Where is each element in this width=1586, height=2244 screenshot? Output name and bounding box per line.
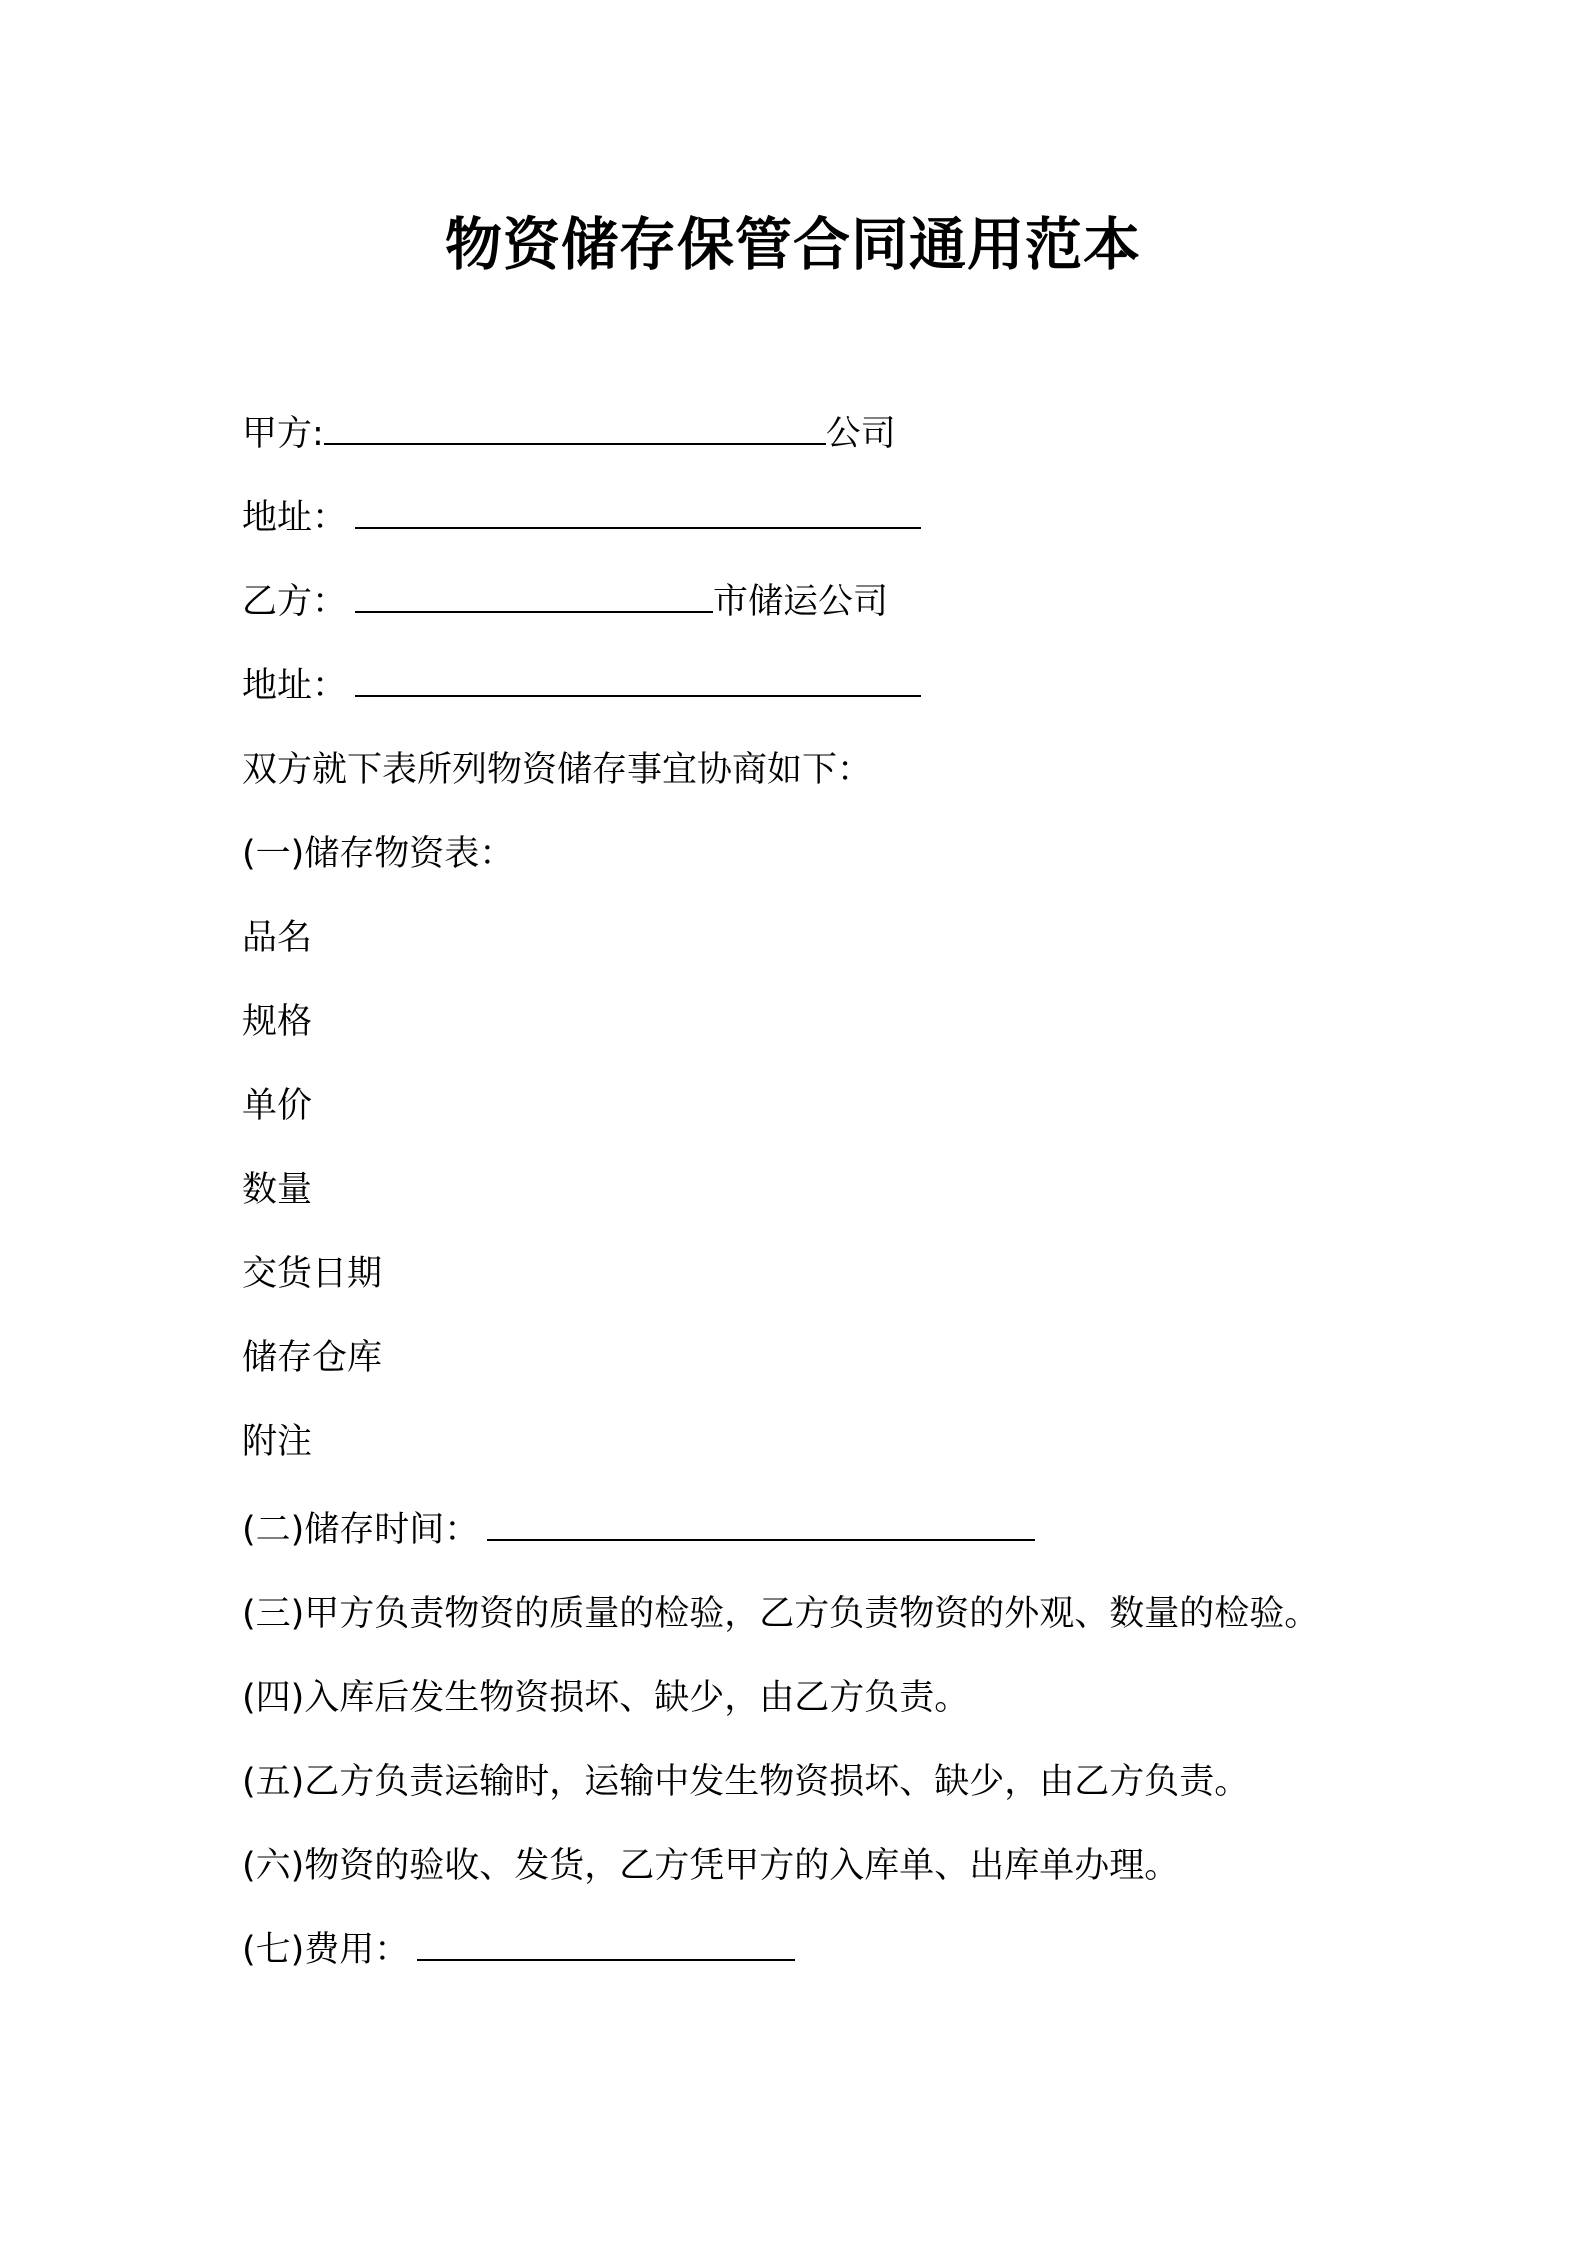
party-b-line	[242, 577, 888, 627]
party-a-suffix: 公司	[825, 414, 896, 454]
address-a-line	[242, 493, 921, 543]
table-field-quantity: 数量	[242, 1170, 313, 1210]
party-a-blank[interactable]	[324, 411, 826, 445]
party-b-suffix: 市储运公司	[713, 582, 889, 622]
storage-time-blank[interactable]	[487, 1507, 1035, 1541]
intro-text: 双方就下表所列物资储存事宜协商如下：	[242, 750, 873, 790]
address-b-line	[242, 661, 921, 711]
section-5-text: (五)乙方负责运输时，运输中发生物资损坏、缺少，由乙方负责。	[242, 1762, 1250, 1802]
section-2-line	[242, 1505, 1035, 1555]
document-title: 物资储存保管合同通用范本	[445, 212, 1141, 278]
table-field-name: 品名	[242, 918, 313, 958]
section-2-label: (二)储存时间：	[242, 1510, 480, 1550]
table-field-delivery-date: 交货日期	[242, 1254, 383, 1294]
party-a-line	[242, 409, 896, 459]
fee-blank[interactable]	[417, 1927, 795, 1961]
section-1-heading: (一)储存物资表：	[242, 834, 515, 874]
party-a-label: 甲方:	[242, 414, 324, 454]
address-a-blank[interactable]	[355, 495, 921, 529]
address-b-blank[interactable]	[355, 663, 921, 697]
table-field-remarks: 附注	[242, 1422, 313, 1462]
section-6-text: (六)物资的验收、发货，乙方凭甲方的入库单、出库单办理。	[242, 1846, 1180, 1886]
table-field-warehouse: 储存仓库	[242, 1338, 383, 1378]
section-3-text: (三)甲方负责物资的质量的检验，乙方负责物资的外观、数量的检验。	[242, 1594, 1320, 1634]
party-b-blank[interactable]	[355, 579, 713, 613]
table-field-spec: 规格	[242, 1002, 313, 1042]
section-4-text: (四)入库后发生物资损坏、缺少，由乙方负责。	[242, 1678, 970, 1718]
section-7-line	[242, 1925, 795, 1975]
table-field-unit-price: 单价	[242, 1086, 313, 1126]
address-a-label: 地址：	[242, 498, 348, 538]
address-b-label: 地址：	[242, 666, 348, 706]
party-b-label: 乙方：	[242, 582, 348, 622]
section-7-label: (七)费用：	[242, 1930, 410, 1970]
